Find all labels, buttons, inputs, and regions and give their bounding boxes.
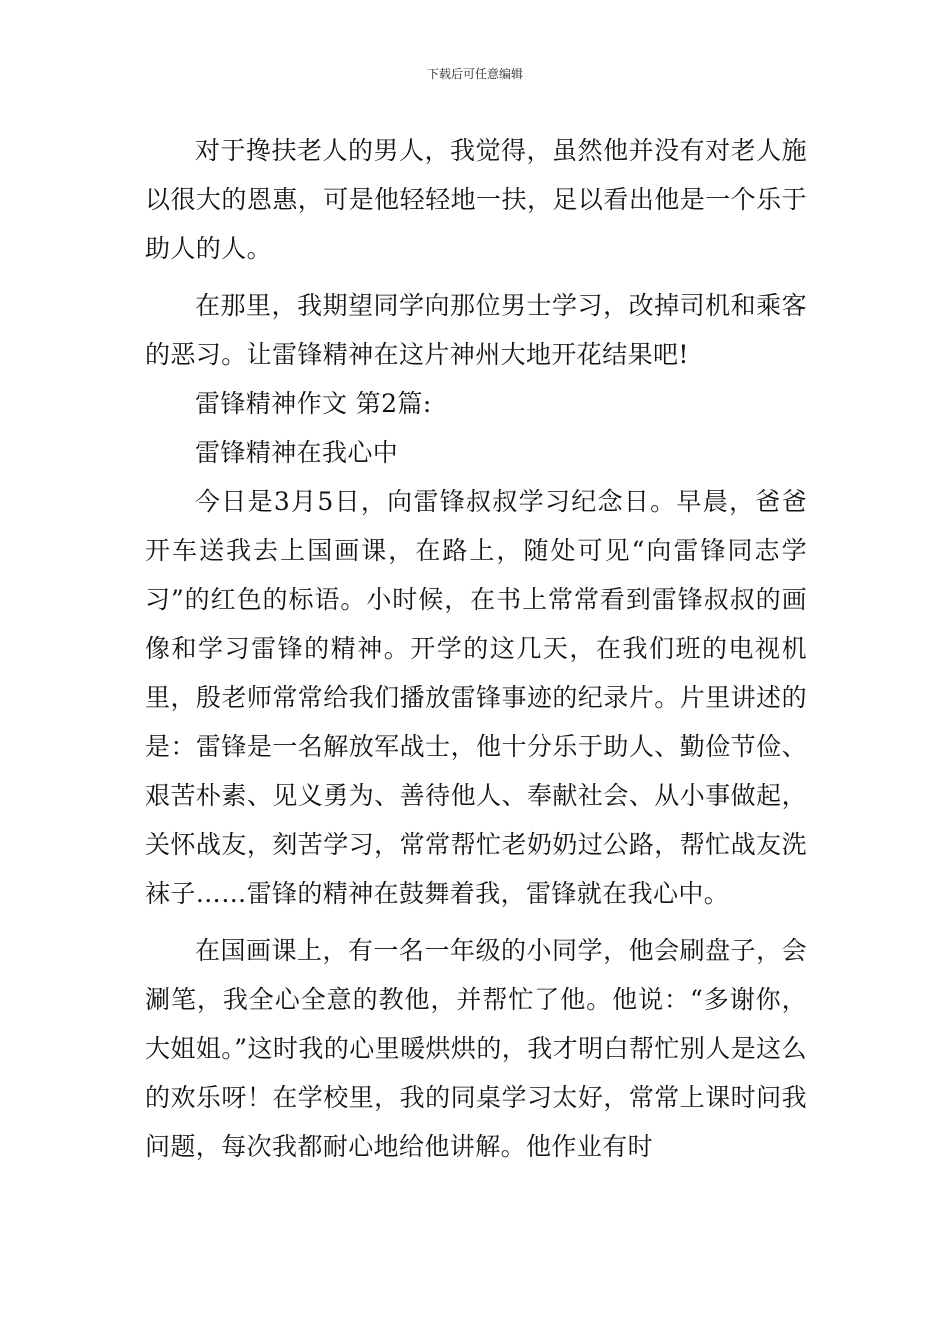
page-header: 下载后可任意编辑 — [426, 67, 523, 81]
essay-number-heading: 雷锋精神作文 第2篇: — [195, 389, 432, 418]
paragraph-painting-class: 在国画课上，有一名一年级的小同学，他会刷盘子，会涮笔，我全心全意的教他，并帮忙了他。他说：“多谢你，大姐姐。”这时我的心里暖烘烘的，我才明白帮忙别人是这么的欢乐呀！在学校里，我的同桌学习太好，常常上课时问我问题，每次我都耐心地给他讲解。他作业有时 — [145, 936, 807, 1161]
paragraph-march-fifth: 今日是3月5日，向雷锋叔叔学习纪念日。早晨，爸爸开车送我去上国画课，在路上，随处可见“向雷锋同志学习”的红色的标语。小时候，在书上常常看到雷锋叔叔的画像和学习雷锋的精神。开学的这几天，在我们班的电视机里，殷老师常常给我们播放雷锋事迹的纪录片。片里讲述的是：雷锋是一名解放军战士，他十分乐于助人、勤俭节俭、艰苦朴素、见义勇为、善待他人、奉献社会、从小事做起，关怀战友，刻苦学习，常常帮忙老奶奶过公路，帮忙战友洗袜子……雷锋的精神在鼓舞着我，雷锋就在我心中。 — [145, 487, 807, 908]
document-body — [145, 126, 807, 1171]
paragraph-learn-from-man: 在那里，我期望同学向那位男士学习，改掉司机和乘客的恶习。让雷锋精神在这片神州大地开花结果吧! — [145, 291, 807, 369]
essay-title: 雷锋精神在我心中 — [195, 438, 399, 467]
paragraph-helping-elderly: 对于搀扶老人的男人，我觉得，虽然他并没有对老人施以很大的恩惠，可是他轻轻地一扶，足以看出他是一个乐于助人的人。 — [145, 136, 807, 263]
